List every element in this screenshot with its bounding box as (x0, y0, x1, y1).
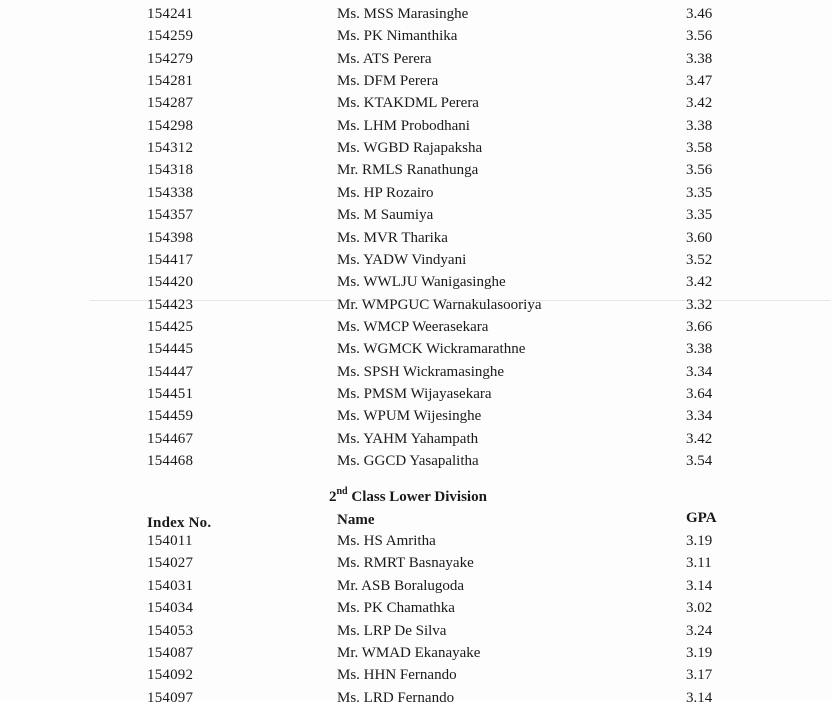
student-name: Ms. WGBD Rajapaksha (337, 140, 483, 156)
index-number: 154451 (147, 386, 194, 402)
gpa-value: 3.58 (686, 140, 713, 156)
index-number: 154447 (147, 364, 194, 380)
table-row (0, 361, 832, 383)
gpa-value: 3.47 (686, 73, 713, 89)
table-row (0, 294, 832, 316)
student-name: Mr. WMAD Ekanayake (337, 645, 481, 661)
student-name: Ms. GGCD Yasapalitha (337, 453, 479, 469)
index-number: 154287 (147, 95, 194, 111)
gpa-value: 3.11 (686, 555, 712, 571)
gpa-value: 3.38 (686, 118, 713, 134)
table-row (0, 227, 832, 249)
index-number: 154092 (147, 667, 194, 683)
gpa-value: 3.42 (686, 274, 713, 290)
table-row (0, 687, 832, 709)
student-name: Ms. RMRT Basnayake (337, 555, 474, 571)
student-name: Ms. WWLJU Wanigasinghe (337, 274, 506, 290)
student-name: Ms. PK Nimanthika (337, 28, 458, 44)
student-name: Ms. ATS Perera (337, 51, 432, 67)
index-number: 154011 (147, 533, 193, 549)
table-row (0, 552, 832, 574)
header-gpa: GPA (686, 510, 717, 526)
index-number: 154312 (147, 140, 194, 156)
student-name: Ms. YAHM Yahampath (337, 431, 479, 447)
index-number: 154027 (147, 555, 194, 571)
gpa-value: 3.17 (686, 667, 713, 683)
index-number: 154034 (147, 600, 194, 616)
header-index: Index No. (147, 515, 212, 531)
index-number: 154423 (147, 297, 194, 313)
student-name: Ms. WGMCK Wickramarathne (337, 341, 526, 357)
table-row (0, 182, 832, 204)
index-number: 154241 (147, 6, 194, 22)
student-name: Ms. LRP De Silva (337, 623, 447, 639)
gpa-value: 3.02 (686, 600, 713, 616)
gpa-value: 3.38 (686, 341, 713, 357)
gpa-value: 3.46 (686, 6, 713, 22)
table-row (0, 450, 832, 472)
student-name: Mr. ASB Boralugoda (337, 578, 465, 594)
gpa-value: 3.14 (686, 578, 713, 594)
student-name: Ms. WPUM Wijesinghe (337, 408, 482, 424)
table-row (0, 530, 832, 552)
gpa-value: 3.24 (686, 623, 713, 639)
student-name: Ms. MSS Marasinghe (337, 6, 469, 22)
gpa-value: 3.60 (686, 230, 713, 246)
student-name: Ms. SPSH Wickramasinghe (337, 364, 505, 380)
student-name: Ms. MVR Tharika (337, 230, 448, 246)
table-row (0, 383, 832, 405)
gpa-value: 3.19 (686, 533, 713, 549)
table-row (0, 316, 832, 338)
index-number: 154467 (147, 431, 194, 447)
table-row (0, 3, 832, 25)
student-name: Ms. LRD Fernando (337, 690, 455, 706)
gpa-value: 3.54 (686, 453, 713, 469)
student-name: Mr. WMPGUC Warnakulasooriya (337, 297, 542, 313)
table-row (0, 48, 832, 70)
index-number: 154445 (147, 341, 194, 357)
index-number: 154338 (147, 185, 194, 201)
gpa-value: 3.56 (686, 162, 713, 178)
index-number: 154425 (147, 319, 194, 335)
gpa-value: 3.19 (686, 645, 713, 661)
gpa-value: 3.14 (686, 690, 713, 706)
gpa-value: 3.35 (686, 207, 713, 223)
index-number: 154097 (147, 690, 194, 706)
table-row (0, 642, 832, 664)
index-number: 154279 (147, 51, 194, 67)
gpa-value: 3.32 (686, 297, 713, 313)
gpa-value: 3.66 (686, 319, 713, 335)
table-row (0, 249, 832, 271)
header-name: Name (337, 512, 375, 528)
table-row (0, 405, 832, 427)
index-number: 154417 (147, 252, 194, 268)
index-number: 154468 (147, 453, 194, 469)
index-number: 154298 (147, 118, 194, 134)
index-number: 154318 (147, 162, 194, 178)
index-number: 154281 (147, 73, 194, 89)
section-ordinal-number: 2 (329, 489, 337, 505)
student-name: Ms. PMSM Wijayasekara (337, 386, 492, 402)
index-number: 154259 (147, 28, 194, 44)
student-name: Ms. WMCP Weerasekara (337, 319, 489, 335)
gpa-value: 3.56 (686, 28, 713, 44)
gpa-value: 3.42 (686, 431, 713, 447)
table-row (0, 620, 832, 642)
student-name: Ms. HP Rozairo (337, 185, 434, 201)
index-number: 154398 (147, 230, 194, 246)
index-number: 154357 (147, 207, 194, 223)
table-row (0, 70, 832, 92)
student-name: Ms. DFM Perera (337, 73, 439, 89)
table-row (0, 159, 832, 181)
student-name: Ms. LHM Probodhani (337, 118, 470, 134)
student-name: Ms. HS Amritha (337, 533, 436, 549)
student-name: Ms. PK Chamathka (337, 600, 455, 616)
gpa-value: 3.38 (686, 51, 713, 67)
index-number: 154087 (147, 645, 194, 661)
index-number: 154459 (147, 408, 194, 424)
student-name: Ms. YADW Vindyani (337, 252, 467, 268)
section-title-text: Class Lower Division (347, 489, 487, 505)
section-ordinal-suffix: nd (336, 486, 348, 497)
table-row (0, 25, 832, 47)
gpa-value: 3.34 (686, 364, 713, 380)
index-number: 154031 (147, 578, 194, 594)
gpa-value: 3.42 (686, 95, 713, 111)
table-row (0, 664, 832, 686)
index-number: 154053 (147, 623, 194, 639)
table-row (0, 137, 832, 159)
table-row (0, 338, 832, 360)
table-row (0, 575, 832, 597)
student-name: Mr. RMLS Ranathunga (337, 162, 479, 178)
table-row (0, 92, 832, 114)
table-row (0, 428, 832, 450)
gpa-value: 3.64 (686, 386, 713, 402)
gpa-value: 3.52 (686, 252, 713, 268)
table-row (0, 597, 832, 619)
gpa-value: 3.34 (686, 408, 713, 424)
table-row (0, 115, 832, 137)
gpa-value: 3.35 (686, 185, 713, 201)
student-name: Ms. KTAKDML Perera (337, 95, 479, 111)
student-name: Ms. HHN Fernando (337, 667, 457, 683)
student-name: Ms. M Saumiya (337, 207, 434, 223)
table-row (0, 271, 832, 293)
table-row (0, 204, 832, 226)
index-number: 154420 (147, 274, 194, 290)
section-title (329, 486, 487, 508)
